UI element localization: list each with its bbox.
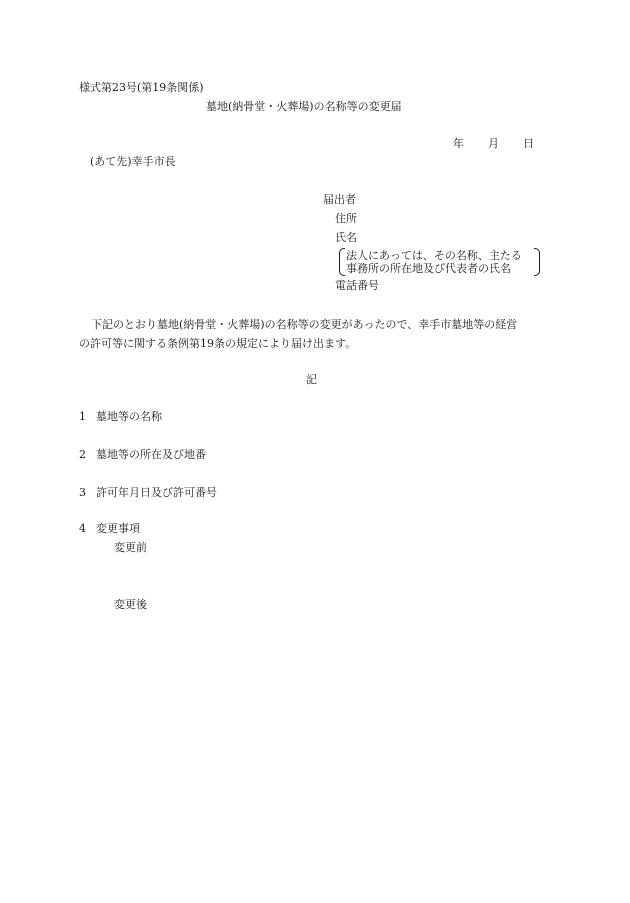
corporate-note-line1: 法人にあっては、その名称、主たる [346,249,522,262]
name-label: 氏名 [335,231,357,244]
body-line-1: 下記のとおり墓地(納骨堂・火葬場)の名称等の変更があったので、幸手市墓地等の経営 [91,318,518,331]
date-year: 年 [453,137,464,150]
phone-label: 電話番号 [335,279,379,292]
body-line-2: の許可等に関する条例第19条の規定により届け出ます。 [79,337,357,350]
item-label: 許可年月日及び許可番号 [96,486,217,499]
item-label: 墓地等の名称 [96,410,162,423]
item-label: 変更事項 [96,522,140,535]
change-after-label: 変更後 [114,598,147,611]
left-bracket [339,248,345,276]
corporate-note-line2: 事務所の所在地及び代表者の氏名 [346,262,511,275]
address-label: 住所 [335,212,357,225]
item-label: 墓地等の所在及び地番 [96,448,206,461]
item-number: 1 [79,410,86,423]
right-bracket [534,248,540,276]
document-title: 墓地(納骨堂・火葬場)の名称等の変更届 [206,100,402,113]
corporate-note [346,248,533,274]
date-day: 日 [523,137,534,150]
item-number: 3 [79,486,86,499]
addressee: (あて先)幸手市長 [90,155,176,168]
applicant-heading: 届出者 [323,193,356,206]
ki-heading: 記 [306,373,317,386]
item-number: 4 [79,522,86,535]
date-month: 月 [488,137,499,150]
form-number: 様式第23号(第19条関係) [79,81,204,94]
change-before-label: 変更前 [114,541,147,554]
item-number: 2 [79,448,86,461]
